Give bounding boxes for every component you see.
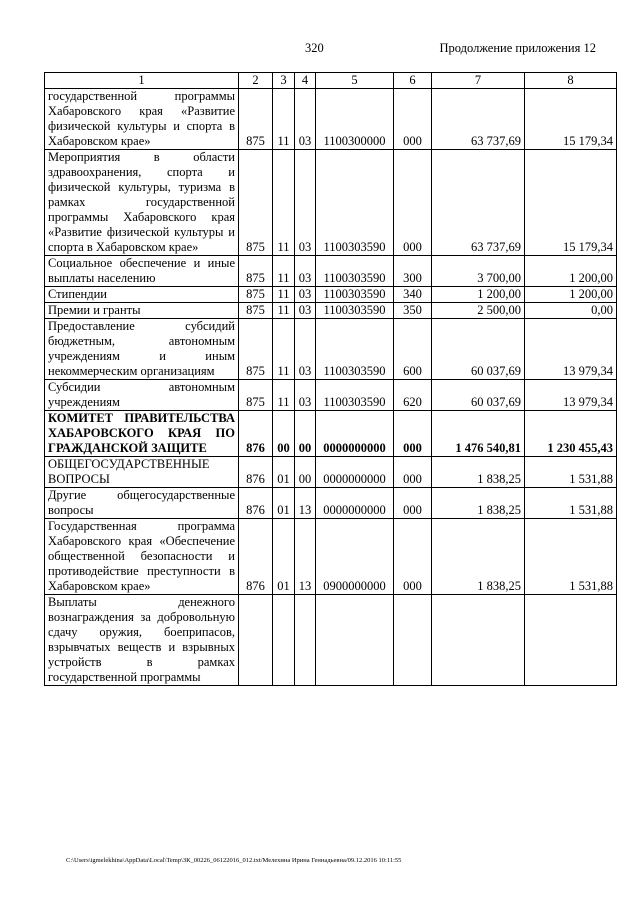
row-value-cell-3: 11 — [273, 256, 295, 287]
row-value-cell-7: 2 500,00 — [432, 303, 525, 319]
row-value-cell-2: 875 — [239, 256, 273, 287]
page-number: 320 — [305, 41, 324, 55]
column-header: 5 — [316, 73, 394, 89]
column-header: 1 — [45, 73, 239, 89]
row-name-cell: Мероприятия в области здравоохранения, спорта и физической культуры, туризма в рамках государственной программы Хабаровского края «Развитие физической культуры и спорта в Хабаровском крае» — [45, 150, 239, 256]
row-value-cell-5: 1100300000 — [316, 89, 394, 150]
row-value-cell-8: 1 531,88 — [525, 488, 617, 519]
table-row — [45, 150, 617, 256]
column-header: 4 — [295, 73, 316, 89]
row-value-cell-3: 01 — [273, 457, 295, 488]
table-row — [45, 519, 617, 595]
row-value-cell-8: 15 179,34 — [525, 150, 617, 256]
row-value-cell-5: 1100303590 — [316, 287, 394, 303]
row-value-cell-7: 1 200,00 — [432, 287, 525, 303]
row-value-cell-7: 63 737,69 — [432, 89, 525, 150]
row-value-cell-6: 000 — [394, 457, 432, 488]
row-value-cell-5: 0900000000 — [316, 519, 394, 595]
row-value-cell-5 — [316, 595, 394, 686]
row-value-cell-6: 350 — [394, 303, 432, 319]
row-value-cell-4: 03 — [295, 287, 316, 303]
row-value-cell-6: 000 — [394, 150, 432, 256]
row-value-cell-8: 1 230 455,43 — [525, 411, 617, 457]
row-value-cell-6: 000 — [394, 411, 432, 457]
row-value-cell-6: 340 — [394, 287, 432, 303]
row-value-cell-2: 876 — [239, 519, 273, 595]
row-name-cell: ОБЩЕГОСУДАРСТВЕННЫЕ ВОПРОСЫ — [45, 457, 239, 488]
row-value-cell-5: 0000000000 — [316, 488, 394, 519]
row-value-cell-5: 0000000000 — [316, 457, 394, 488]
row-value-cell-8: 13 979,34 — [525, 319, 617, 380]
table-row — [45, 380, 617, 411]
row-value-cell-3: 11 — [273, 380, 295, 411]
row-value-cell-4: 03 — [295, 380, 316, 411]
table-row — [45, 457, 617, 488]
row-value-cell-2: 875 — [239, 89, 273, 150]
row-name-cell: Выплаты денежного вознаграждения за добровольную сдачу оружия, боеприпасов, взрывчатых веществ и взрывных устройств в рамках государственной программы — [45, 595, 239, 686]
row-value-cell-6: 000 — [394, 89, 432, 150]
continuation-label: Продолжение приложения 12 — [439, 41, 596, 55]
row-value-cell-2: 875 — [239, 150, 273, 256]
row-value-cell-7: 63 737,69 — [432, 150, 525, 256]
column-header: 7 — [432, 73, 525, 89]
column-header: 3 — [273, 73, 295, 89]
row-value-cell-3: 01 — [273, 519, 295, 595]
row-name-cell: Предоставление субсидий бюджетным, автономным учреждениям и иным некоммерческим организациям — [45, 319, 239, 380]
row-value-cell-6: 600 — [394, 319, 432, 380]
header-row — [45, 73, 617, 89]
row-value-cell-2: 876 — [239, 457, 273, 488]
row-value-cell-6: 000 — [394, 488, 432, 519]
row-value-cell-4: 00 — [295, 411, 316, 457]
row-value-cell-6: 620 — [394, 380, 432, 411]
row-value-cell-5: 0000000000 — [316, 411, 394, 457]
row-value-cell-8: 1 531,88 — [525, 519, 617, 595]
row-value-cell-7: 3 700,00 — [432, 256, 525, 287]
row-name-cell: Другие общегосударственные вопросы — [45, 488, 239, 519]
row-value-cell-3: 11 — [273, 319, 295, 380]
table-row — [45, 303, 617, 319]
table-row — [45, 256, 617, 287]
row-value-cell-5: 1100303590 — [316, 150, 394, 256]
table-row — [45, 595, 617, 686]
row-value-cell-4: 00 — [295, 457, 316, 488]
row-value-cell-5: 1100303590 — [316, 319, 394, 380]
row-value-cell-3 — [273, 595, 295, 686]
row-value-cell-2: 876 — [239, 411, 273, 457]
row-value-cell-7: 60 037,69 — [432, 319, 525, 380]
row-value-cell-4: 03 — [295, 256, 316, 287]
table-row — [45, 488, 617, 519]
row-name-cell: государственной программы Хабаровского края «Развитие физической культуры и спорта в Хабаровском крае» — [45, 89, 239, 150]
row-name-cell: Государственная программа Хабаровского края «Обеспечение общественной безопасности и противодействие преступности в Хабаровском крае» — [45, 519, 239, 595]
budget-table — [44, 72, 617, 686]
row-value-cell-8: 1 531,88 — [525, 457, 617, 488]
column-header: 8 — [525, 73, 617, 89]
row-value-cell-4: 13 — [295, 488, 316, 519]
column-header: 6 — [394, 73, 432, 89]
row-value-cell-3: 01 — [273, 488, 295, 519]
row-value-cell-8: 15 179,34 — [525, 89, 617, 150]
row-value-cell-5: 1100303590 — [316, 303, 394, 319]
row-name-cell: КОМИТЕТ ПРАВИТЕЛЬСТВА ХАБАРОВСКОГО КРАЯ ПО ГРАЖДАНСКОЙ ЗАЩИТЕ — [45, 411, 239, 457]
row-value-cell-6: 000 — [394, 519, 432, 595]
row-value-cell-3: 11 — [273, 89, 295, 150]
row-value-cell-7: 1 838,25 — [432, 488, 525, 519]
file-path-footer: C:\Users\igmelekhina\AppData\Local\Temp\ЗК_00226_06122016_012.txt/Мелехина Ирина Геннадьевна/09.12.2016 10:11:55 — [66, 857, 402, 864]
row-name-cell: Субсидии автономным учреждениям — [45, 380, 239, 411]
row-value-cell-3: 11 — [273, 150, 295, 256]
row-value-cell-4: 03 — [295, 89, 316, 150]
row-value-cell-8: 1 200,00 — [525, 287, 617, 303]
row-value-cell-2: 875 — [239, 303, 273, 319]
row-value-cell-2: 875 — [239, 319, 273, 380]
row-value-cell-2 — [239, 595, 273, 686]
row-value-cell-7: 1 476 540,81 — [432, 411, 525, 457]
row-value-cell-6: 300 — [394, 256, 432, 287]
row-value-cell-8: 13 979,34 — [525, 380, 617, 411]
row-value-cell-8: 1 200,00 — [525, 256, 617, 287]
column-header: 2 — [239, 73, 273, 89]
row-name-cell: Премии и гранты — [45, 303, 239, 319]
table-row — [45, 411, 617, 457]
table-row — [45, 89, 617, 150]
row-value-cell-6 — [394, 595, 432, 686]
row-value-cell-8: 0,00 — [525, 303, 617, 319]
row-value-cell-5: 1100303590 — [316, 380, 394, 411]
row-value-cell-4: 03 — [295, 303, 316, 319]
row-value-cell-4: 03 — [295, 150, 316, 256]
table-row — [45, 287, 617, 303]
row-name-cell: Стипендии — [45, 287, 239, 303]
row-value-cell-4 — [295, 595, 316, 686]
row-value-cell-2: 875 — [239, 380, 273, 411]
row-value-cell-3: 11 — [273, 303, 295, 319]
row-value-cell-5: 1100303590 — [316, 256, 394, 287]
row-value-cell-7: 1 838,25 — [432, 457, 525, 488]
row-value-cell-8 — [525, 595, 617, 686]
row-value-cell-3: 00 — [273, 411, 295, 457]
row-value-cell-7: 60 037,69 — [432, 380, 525, 411]
row-name-cell: Социальное обеспечение и иные выплаты населению — [45, 256, 239, 287]
row-value-cell-4: 03 — [295, 319, 316, 380]
row-value-cell-7: 1 838,25 — [432, 519, 525, 595]
row-value-cell-7 — [432, 595, 525, 686]
row-value-cell-2: 876 — [239, 488, 273, 519]
row-value-cell-3: 11 — [273, 287, 295, 303]
table-row — [45, 319, 617, 380]
row-value-cell-2: 875 — [239, 287, 273, 303]
row-value-cell-4: 13 — [295, 519, 316, 595]
